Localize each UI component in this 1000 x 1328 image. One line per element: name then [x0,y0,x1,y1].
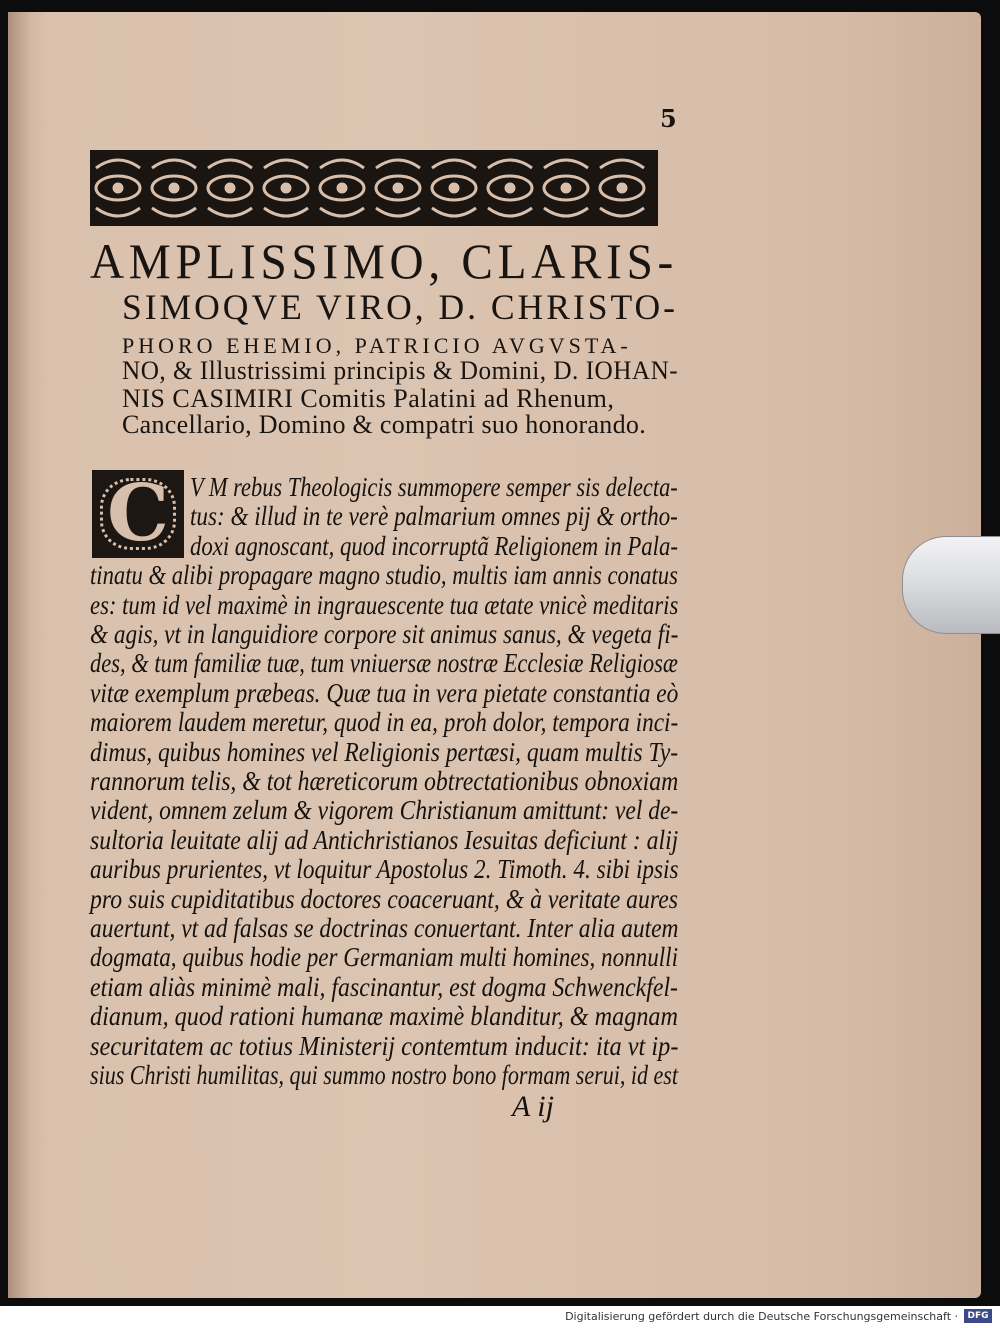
body-line: securitatem ac totius Ministerij contemtum inducit: ita vt ip- [90,1030,679,1061]
heading-line-5: NIS CASIMIRI Comitis Palatini ad Rhenum, [122,384,615,413]
heading-line-6: Cancellario, Domino & compatri suo honorando. [122,410,647,439]
decorated-initial: C [92,470,184,558]
heading-line-1: AMPLISSIMO, CLARIS- [90,233,678,289]
body-line: dimus, quibus homines vel Religionis pertæsi, quam multis Ty- [90,736,679,767]
page-gutter [8,12,30,1298]
body-line: V M rebus Theologicis summopere semper sis delecta- [190,472,678,502]
body-line: dianum, quod rationi humanæ maximè blanditur, & magnam [90,1001,679,1032]
body-line: auertunt, vt ad falsas se doctrinas conuertant. Inter alia autem [90,913,679,943]
body-line: dogmata, quibus hodie per Germaniam multi homines, nonnulli [90,942,679,973]
body-line: etiam aliàs minimè mali, fascinantur, est dogma Schwenckfel- [90,971,678,1002]
body-line: vitæ exemplum præbeas. Quæ tua in vera pietate constantia eò [90,677,679,708]
page-turn-tab[interactable] [902,536,1000,634]
body-line: sius Christi humilitas, qui summo nostro bono formam serui, id est [90,1060,678,1090]
ornament-pattern [90,150,658,226]
dfg-logo: DFG [964,1309,992,1323]
initial-ornament-ring [100,478,176,550]
body-line: es: tum id vel maximè in ingrauescente tua ætate vnicè meditaris [90,589,679,620]
body-line: tus: & illud in te verè palmarium omnes pij & ortho- [190,501,678,532]
body-line: des, & tum familiæ tuæ, tum vniuersæ nostræ Ecclesiæ Religiosæ [90,648,678,679]
body-line: vident, omnem zelum & vigorem Christianum amittunt: vel de- [90,795,679,826]
body-line: pro suis cupiditatibus doctores coaceruant, & à veritate aures [90,883,678,914]
body-line: auribus prurientes, vt loquitur Apostolus 2. Timoth. 4. sibi ipsis [90,854,679,885]
footer-credit: Digitalisierung gefördert durch die Deutsche Forschungsgemeinschaft · [565,1310,958,1323]
signature-mark: A ij [512,1090,554,1123]
body-line: sultoria leuitate alij ad Antichristianos Iesuitas deficiunt : alij [90,824,679,855]
body-line: maiorem laudem meretur, quod in ea, proh dolor, tempora inci- [90,707,679,738]
heading-line-3: PHORO EHEMIO, PATRICIO AVGVSTA- [122,333,632,358]
body-line: rannorum telis, & tot hæreticorum obtrectationibus obnoxiam [90,766,679,796]
body-line: tinatu & alibi propagare magno studio, multis iam annis conatus [90,560,678,591]
page-number: 5 [660,104,677,133]
body-line: doxi agnoscant, quod incorruptã Religionem in Pala- [190,530,678,561]
body-line: & agis, vt in languidiore corpore sit animus sanus, & vegeta fi- [90,619,679,649]
heading-line-2: SIMOQVE VIRO, D. CHRISTO- [122,287,678,327]
headpiece-ornament [90,150,658,226]
heading-line-4: NO, & Illustrissimi principis & Domini, D. IOHAN- [122,356,679,385]
